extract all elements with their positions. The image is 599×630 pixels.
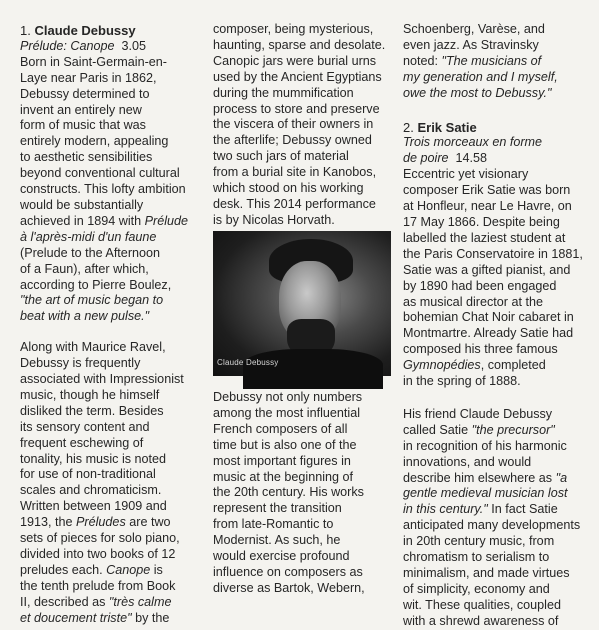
text-line: entirely modern, appealing [20, 134, 169, 149]
text-line: by the [131, 610, 170, 625]
composer-name: Claude Debussy [34, 23, 136, 38]
quote-line: "the precursor" [471, 422, 555, 437]
text-line: innovations, and would [403, 454, 532, 469]
text-line: tonality, his music is noted [20, 451, 167, 466]
text-line: labelled the laziest student at [403, 230, 566, 245]
quote-line: my generation and I myself, [403, 69, 558, 84]
column-2 [213, 22, 395, 229]
text-line: bohemian Chat Noir cabaret in [403, 310, 574, 325]
text-line: for use of non-traditional [20, 467, 156, 482]
column-3 [403, 22, 585, 630]
text-line: Schoenberg, Varèse, and [403, 22, 545, 36]
text-line: the 20th century. His works [213, 485, 364, 500]
piece-title: Prélude: Canope [20, 38, 115, 53]
text-line: in recognition of his harmonic [403, 438, 567, 453]
text-line: Eccentric yet visionary [403, 167, 529, 182]
text-line: by 1890 had been engaged [403, 278, 557, 293]
portrait-coat [243, 349, 383, 389]
text-line: form of music that was [20, 118, 146, 133]
text-line: desk. This 2014 performance [213, 196, 376, 211]
debussy-portrait-photo [213, 231, 391, 376]
text-line: the tenth prelude from Book [20, 578, 176, 593]
paragraph [403, 22, 585, 102]
text-line: would be substantially [20, 197, 144, 212]
text-line: from late-Romantic to [213, 517, 334, 532]
text-line: the Paris Conservatoire in 1881, [403, 246, 583, 261]
text-line: chromatism to serialism to [403, 550, 550, 565]
quote-line: "a [555, 470, 568, 485]
text-line: Along with Maurice Ravel, [20, 340, 166, 355]
text-line: even jazz. As Stravinsky [403, 37, 539, 52]
text-line: anticipated many developments [403, 518, 581, 533]
text-line: 17 May 1866. Despite being [403, 214, 560, 229]
italic-title: à l'après-midi d'un faune [20, 229, 157, 244]
text-line: , completed [480, 358, 546, 373]
text-line: wit. These qualities, coupled [403, 597, 561, 612]
text-line: of a Faun), after which, [20, 261, 149, 276]
paragraph [213, 22, 395, 229]
track-number: 1. [20, 23, 35, 38]
italic-title: Préludes [76, 515, 126, 530]
text-line: divided into two books of 12 [20, 547, 176, 561]
composer-name: Erik Satie [417, 119, 477, 135]
piece-title: Trois morceaux en forme [403, 135, 543, 150]
text-line: haunting, sparse and desolate. [213, 37, 386, 52]
italic-title: Prélude [144, 213, 189, 228]
track-2-heading [403, 120, 585, 136]
text-line: influence on composers as [213, 564, 363, 579]
text-line: most important figures in [213, 453, 351, 468]
text-line: at Honfleur, near Le Havre, on [403, 199, 572, 214]
piece-duration: 14.58 [455, 151, 488, 166]
text-line: is [150, 562, 163, 577]
track-1-piece [20, 39, 202, 55]
text-line: during the mummification [213, 85, 354, 100]
text-line: Satie was a gifted pianist, and [403, 262, 571, 277]
quote-line: gentle medieval musician lost [403, 486, 568, 501]
text-line: of simplicity, economy and [403, 581, 550, 596]
text-line: His friend Claude Debussy [403, 406, 553, 421]
text-line: Laye near Paris in 1862, [20, 70, 157, 85]
photo-caption: Claude Debussy [217, 358, 279, 367]
text-line: In fact Satie [487, 502, 558, 517]
paragraph [20, 55, 202, 325]
text-line: preludes each. [20, 562, 107, 577]
text-line: in the spring of 1888. [403, 374, 521, 389]
text-line: constructs. This lofty ambition [20, 182, 186, 197]
text-line: invent an entirely new [20, 102, 142, 117]
quote-line: "très calme [108, 594, 172, 609]
text-line: sets of pieces for solo piano, [20, 531, 180, 546]
track-number: 2. [403, 119, 418, 135]
text-line: the afterlife; Debussy owned [213, 133, 372, 148]
text-line: composed his three famous [403, 342, 558, 357]
text-line: minimalism, and made virtues [403, 566, 570, 580]
paragraph [403, 407, 585, 630]
text-line: music, though he himself [20, 387, 160, 402]
text-line: music at the beginning of [213, 469, 354, 484]
text-line: time but is also one of the [213, 437, 357, 452]
text-line: associated with Impressionist [20, 372, 184, 387]
quote-line: et doucement triste" [20, 610, 132, 625]
text-line: 1913, the [20, 515, 77, 530]
text-line: Modernist. As such, he [213, 533, 341, 548]
column-2-lower [213, 390, 395, 597]
piece-title: de poire [403, 151, 449, 166]
text-line: represent the transition [213, 501, 342, 516]
text-line: process to store and preserve [213, 101, 380, 116]
text-line: scales and chromaticism. [20, 483, 162, 498]
text-line: used by the Ancient Egyptians [213, 69, 382, 84]
text-line: among the most influential [213, 405, 361, 420]
quote-line: "The musicians of [441, 53, 542, 68]
italic-title: Gymnopédies [403, 358, 481, 373]
text-line: disliked the term. Besides [20, 403, 164, 418]
text-line: frequent eschewing of [20, 435, 144, 450]
text-line: called Satie [403, 422, 472, 437]
text-line: two such jars of material [213, 149, 349, 164]
text-line: (Prelude to the Afternoon [20, 245, 161, 260]
quote-line: beat with a new pulse." [20, 309, 150, 324]
paragraph [20, 340, 202, 626]
text-line: to aesthetic sensibilities [20, 150, 153, 165]
text-line: Born in Saint-Germain-en- [20, 54, 167, 69]
italic-title: Canope [106, 562, 151, 577]
paragraph [403, 167, 585, 390]
quote-line: owe the most to Debussy." [403, 85, 552, 100]
text-line: from a burial site in Kanobos, [213, 165, 377, 180]
column-1 [20, 23, 202, 627]
text-line: according to Pierre Boulez, [20, 277, 172, 292]
track-1-heading [20, 23, 202, 39]
text-line: in 20th century music, from [403, 534, 555, 549]
text-line: with a shrewd awareness of [403, 613, 559, 628]
text-line: Debussy is frequently [20, 356, 141, 371]
text-line: would exercise profound [213, 549, 350, 564]
text-line: composer, being mysterious, [213, 22, 374, 36]
text-line: are two [125, 515, 171, 530]
text-line: composer Erik Satie was born [403, 183, 571, 198]
track-2-piece [403, 135, 585, 167]
text-line: Montmartre. Already Satie had [403, 326, 574, 341]
text-line: its sensory content and [20, 419, 150, 434]
text-line: is by Nicolas Horvath. [213, 212, 335, 227]
text-line: II, described as [20, 594, 109, 609]
text-line: as musical director at the [403, 294, 543, 309]
text-line: Canopic jars were burial urns [213, 53, 377, 68]
text-line: beyond conventional cultural [20, 166, 180, 181]
piece-duration: 3.05 [121, 38, 147, 53]
text-line: describe him elsewhere as [403, 470, 556, 485]
text-line: Debussy determined to [20, 86, 150, 101]
text-line: French composers of all [213, 421, 348, 436]
text-line: achieved in 1894 with [20, 213, 145, 228]
text-line: diverse as Bartok, Webern, [213, 580, 365, 595]
text-line: Written between 1909 and [20, 499, 167, 514]
text-line: the viscera of their owners in [213, 117, 374, 132]
quote-line: "the art of music began to [20, 293, 164, 308]
text-line: Debussy not only numbers [213, 390, 363, 404]
paragraph [213, 390, 395, 597]
quote-line: in this century." [403, 502, 488, 517]
text-line: noted: [403, 53, 442, 68]
text-line: which stood on his working [213, 181, 364, 196]
